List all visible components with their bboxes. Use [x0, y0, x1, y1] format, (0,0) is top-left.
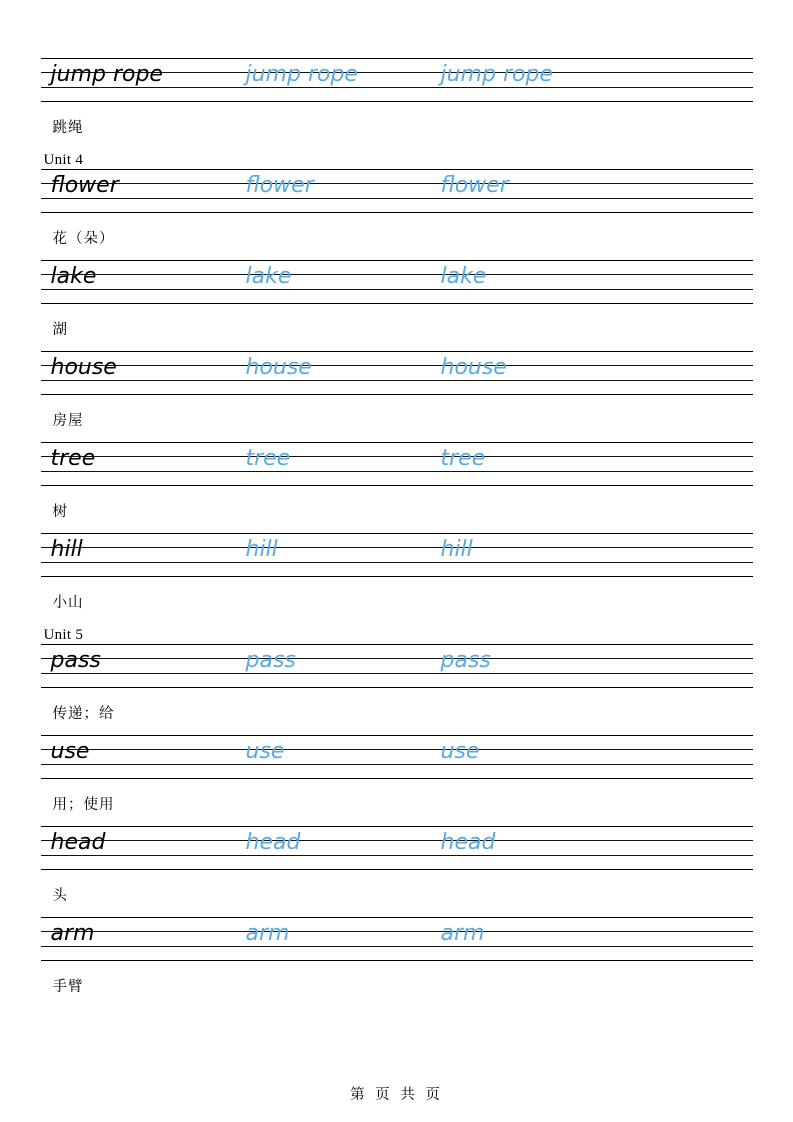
- word-trace-1: flower: [245, 173, 314, 198]
- word-trace-1: lake: [245, 264, 292, 289]
- word-model: lake: [50, 264, 97, 289]
- word-trace-1: use: [245, 739, 285, 764]
- word-gloss: 手臂: [52, 979, 84, 995]
- word-model: hill: [50, 537, 83, 562]
- word-gloss: 小山: [52, 595, 84, 611]
- staff-words: [41, 533, 753, 577]
- unit-label: Unit 4: [43, 152, 84, 168]
- word-practice-sheet: [41, 58, 753, 1008]
- staff-words: [41, 260, 753, 304]
- word-entry: [41, 644, 753, 735]
- word-gloss: 房屋: [52, 413, 84, 429]
- word-trace-1: hill: [245, 537, 278, 562]
- handwriting-staff: [41, 169, 753, 213]
- word-trace-1: tree: [245, 446, 291, 471]
- word-trace-1: house: [245, 355, 312, 380]
- word-trace-1: head: [245, 830, 301, 855]
- word-gloss: 传递；给: [52, 706, 115, 722]
- word-trace-1: jump rope: [245, 62, 358, 87]
- word-trace-2: hill: [440, 537, 473, 562]
- staff-words: [41, 58, 753, 102]
- word-model: pass: [50, 648, 101, 673]
- word-model: arm: [50, 921, 95, 946]
- word-entry: [41, 735, 753, 826]
- word-gloss: 湖: [52, 322, 68, 338]
- word-gloss: 花（朵）: [52, 231, 115, 247]
- word-trace-2: flower: [440, 173, 509, 198]
- word-model: house: [50, 355, 117, 380]
- word-trace-2: house: [440, 355, 507, 380]
- word-entry: [41, 826, 753, 917]
- word-model: jump rope: [50, 62, 163, 87]
- word-gloss: 用；使用: [52, 797, 115, 813]
- handwriting-staff: [41, 644, 753, 688]
- handwriting-staff: [41, 442, 753, 486]
- staff-words: [41, 826, 753, 870]
- word-gloss: 头: [52, 888, 68, 904]
- handwriting-staff: [41, 58, 753, 102]
- word-entry: [41, 442, 753, 533]
- word-model: head: [50, 830, 106, 855]
- word-trace-2: head: [440, 830, 496, 855]
- word-trace-1: arm: [245, 921, 290, 946]
- staff-words: [41, 169, 753, 213]
- word-entry: [41, 351, 753, 442]
- handwriting-staff: [41, 735, 753, 779]
- word-gloss: 树: [52, 504, 68, 520]
- handwriting-staff: [41, 260, 753, 304]
- word-model: flower: [50, 173, 119, 198]
- word-entry: [41, 260, 753, 351]
- staff-words: [41, 644, 753, 688]
- word-model: use: [50, 739, 90, 764]
- staff-words: [41, 917, 753, 961]
- handwriting-staff: [41, 351, 753, 395]
- handwriting-staff: [41, 533, 753, 577]
- handwriting-staff: [41, 917, 753, 961]
- word-trace-2: lake: [440, 264, 487, 289]
- word-trace-2: arm: [440, 921, 485, 946]
- word-entry: [41, 533, 753, 644]
- handwriting-staff: [41, 826, 753, 870]
- word-trace-1: pass: [245, 648, 296, 673]
- page-footer: 第 页 共 页: [350, 1087, 443, 1103]
- word-entry: [41, 58, 753, 169]
- word-model: tree: [50, 446, 96, 471]
- word-gloss: 跳绳: [52, 120, 84, 136]
- word-trace-2: tree: [440, 446, 486, 471]
- unit-label: Unit 5: [43, 627, 84, 643]
- word-entry: [41, 917, 753, 1008]
- word-trace-2: use: [440, 739, 480, 764]
- staff-words: [41, 442, 753, 486]
- word-entry: [41, 169, 753, 260]
- staff-words: [41, 735, 753, 779]
- staff-words: [41, 351, 753, 395]
- word-trace-2: pass: [440, 648, 491, 673]
- word-trace-2: jump rope: [440, 62, 553, 87]
